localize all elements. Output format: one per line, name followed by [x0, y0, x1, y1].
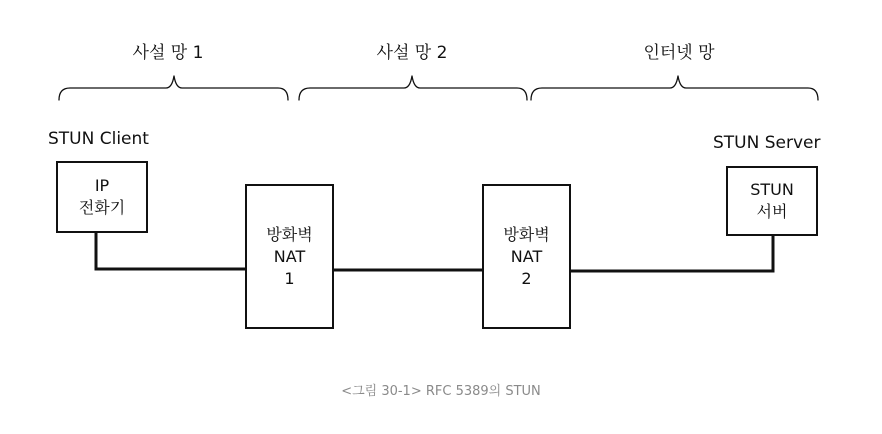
nat2-line2: NAT [510, 246, 543, 266]
wire-nat2-to-server [570, 235, 773, 271]
brace-internet [531, 76, 818, 100]
zone-label-internet: 인터넷 망 [643, 43, 715, 63]
nat1-line1: 방화벽 [266, 224, 313, 244]
brace-private-network-1 [59, 76, 288, 100]
figure-caption: <그림 30-1> RFC 5389의 STUN [341, 384, 541, 399]
firewall-nat-2-box [482, 184, 571, 329]
stun-server-line1: STUN [750, 180, 794, 199]
brace-private-network-2 [299, 76, 527, 100]
ip-phone-line2: 전화기 [78, 198, 126, 217]
stun-client-label: STUN Client [48, 129, 149, 149]
stun-server-line2: 서버 [756, 202, 788, 221]
firewall-nat-1-box [245, 184, 334, 329]
stun-server-box [726, 166, 818, 236]
wire-client-to-nat1 [96, 231, 246, 269]
nat1-line2: NAT [273, 246, 306, 266]
zone-label-private-network-2: 사설 망 2 [376, 43, 448, 63]
nat1-line3: 1 [284, 268, 295, 288]
nat2-line3: 2 [521, 268, 532, 288]
ip-phone-line1: IP [94, 176, 110, 195]
nat2-line1: 방화벽 [503, 224, 550, 244]
zone-label-private-network-1: 사설 망 1 [132, 43, 204, 63]
stun-server-label: STUN Server [713, 133, 821, 153]
ip-phone-box [56, 161, 148, 233]
